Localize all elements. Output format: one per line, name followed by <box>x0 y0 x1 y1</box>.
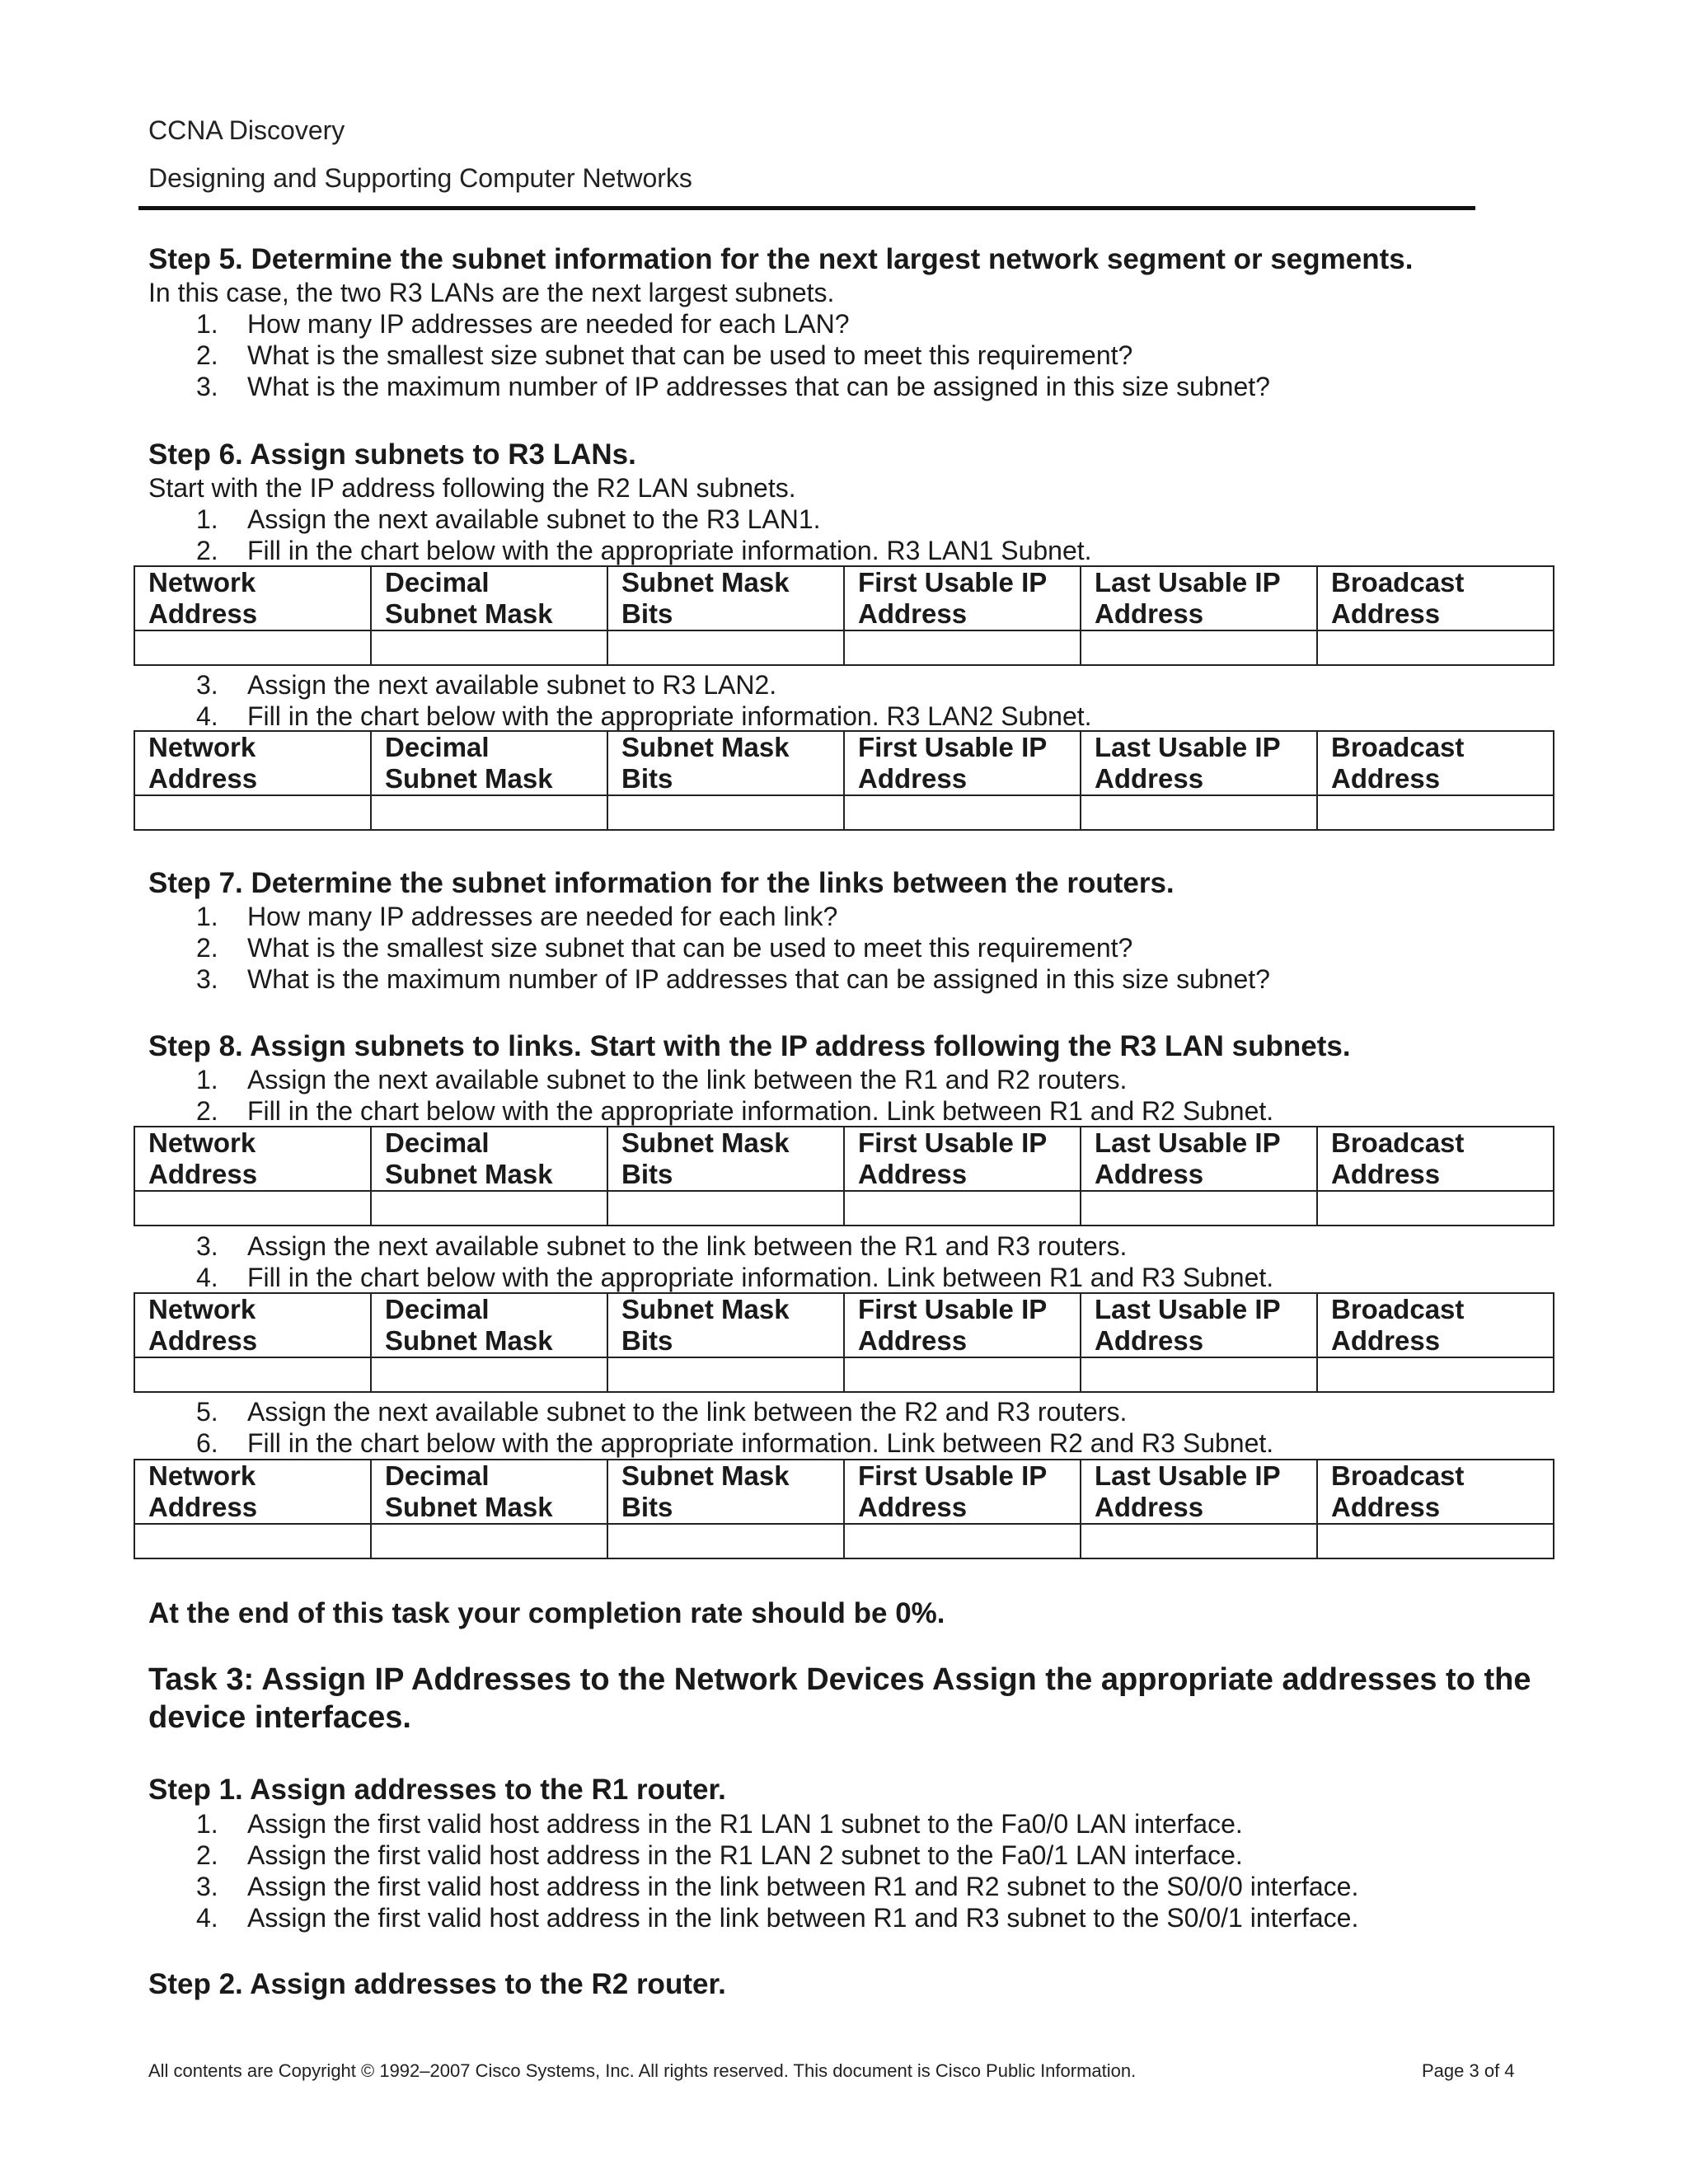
completion-note: At the end of this task your completion rate should be 0%. <box>148 1597 945 1629</box>
table-row <box>134 630 1554 665</box>
cell-network-address[interactable] <box>134 1191 371 1226</box>
item-text: Fill in the chart below with the appropriate information. R3 LAN1 Subnet. <box>247 536 1092 565</box>
table-header-row <box>134 1127 1554 1191</box>
item-number: 4. <box>196 1903 218 1933</box>
cell-subnet-mask-bits[interactable] <box>607 1524 844 1558</box>
item-text: Assign the first valid host address in the link between R1 and R3 subnet to the S0/0/1 interface. <box>247 1903 1359 1933</box>
header-subnet-mask-bits: Subnet Mask Bits <box>607 731 844 795</box>
header-last-usable-ip: Last Usable IP Address <box>1081 566 1317 630</box>
r1-r3-link-subnet-table <box>134 1292 1554 1393</box>
step6-item-4 <box>196 701 1092 732</box>
step8-title: Step 8. Assign subnets to links. Start with the IP address following the R3 LAN subnets. <box>148 1030 1351 1062</box>
item-text: How many IP addresses are needed for each LAN? <box>247 309 850 339</box>
header-course: CCNA Discovery <box>148 115 345 145</box>
item-number: 3. <box>196 670 218 700</box>
table-header-row <box>134 1293 1554 1357</box>
step8-item-1 <box>196 1065 1127 1095</box>
cell-subnet-mask-bits[interactable] <box>607 1357 844 1392</box>
header-broadcast-address: Broadcast Address <box>1317 1460 1554 1524</box>
step7-item-1 <box>196 902 837 932</box>
footer-copyright: All contents are Copyright © 1992–2007 Cisco Systems, Inc. All rights reserved. This document is Cisco Public Information. <box>148 2060 1137 2081</box>
cell-first-usable-ip[interactable] <box>844 1191 1081 1226</box>
header-last-usable-ip: Last Usable IP Address <box>1081 1460 1317 1524</box>
header-subnet-mask-bits: Subnet Mask Bits <box>607 1127 844 1191</box>
header-broadcast-address: Broadcast Address <box>1317 1293 1554 1357</box>
item-text: Fill in the chart below with the appropriate information. R3 LAN2 Subnet. <box>247 701 1092 731</box>
item-text: Fill in the chart below with the appropriate information. Link between R2 and R3 Subnet. <box>247 1428 1274 1458</box>
cell-broadcast-address[interactable] <box>1317 1524 1554 1558</box>
header-last-usable-ip: Last Usable IP Address <box>1081 731 1317 795</box>
item-number: 3. <box>196 1872 218 1901</box>
item-text: How many IP addresses are needed for each link? <box>247 902 838 931</box>
item-text: What is the smallest size subnet that can be used to meet this requirement? <box>247 933 1133 963</box>
task3-title: Task 3: Assign IP Addresses to the Network Devices Assign the appropriate addresses to the device interfaces. <box>148 1662 1531 1735</box>
header-last-usable-ip: Last Usable IP Address <box>1081 1293 1317 1357</box>
item-number: 2. <box>196 1840 218 1870</box>
cell-decimal-subnet-mask[interactable] <box>371 630 607 665</box>
cell-broadcast-address[interactable] <box>1317 795 1554 830</box>
step6-item-1 <box>196 504 821 535</box>
item-number: 3. <box>196 964 218 994</box>
item-text: Assign the next available subnet to the link between the R2 and R3 routers. <box>247 1397 1128 1427</box>
cell-subnet-mask-bits[interactable] <box>607 795 844 830</box>
step5-intro: In this case, the two R3 LANs are the next largest subnets. <box>148 278 835 307</box>
item-number: 1. <box>196 1809 218 1839</box>
step8-item-2 <box>196 1096 1273 1127</box>
cell-network-address[interactable] <box>134 630 371 665</box>
item-number: 1. <box>196 309 218 339</box>
item-text: Assign the next available subnet to the link between the R1 and R3 routers. <box>247 1231 1128 1261</box>
item-text: Fill in the chart below with the appropriate information. Link between R1 and R3 Subnet. <box>247 1263 1274 1292</box>
header-decimal-subnet-mask: Decimal Subnet Mask <box>371 731 607 795</box>
item-number: 1. <box>196 1065 218 1094</box>
cell-subnet-mask-bits[interactable] <box>607 1191 844 1226</box>
header-broadcast-address: Broadcast Address <box>1317 1127 1554 1191</box>
cell-subnet-mask-bits[interactable] <box>607 630 844 665</box>
header-network-address: Network Address <box>134 731 371 795</box>
header-decimal-subnet-mask: Decimal Subnet Mask <box>371 566 607 630</box>
header-first-usable-ip: First Usable IP Address <box>844 1293 1081 1357</box>
cell-decimal-subnet-mask[interactable] <box>371 795 607 830</box>
step5-title: Step 5. Determine the subnet information for the next largest network segment or segments. <box>148 243 1414 275</box>
step8-item-4 <box>196 1263 1273 1293</box>
header-decimal-subnet-mask: Decimal Subnet Mask <box>371 1293 607 1357</box>
header-first-usable-ip: First Usable IP Address <box>844 731 1081 795</box>
item-number: 5. <box>196 1397 218 1427</box>
header-first-usable-ip: First Usable IP Address <box>844 566 1081 630</box>
header-divider <box>138 206 1475 210</box>
r1-r2-link-subnet-table <box>134 1126 1554 1226</box>
cell-broadcast-address[interactable] <box>1317 1357 1554 1392</box>
header-subnet-mask-bits: Subnet Mask Bits <box>607 566 844 630</box>
cell-last-usable-ip[interactable] <box>1081 795 1317 830</box>
item-number: 1. <box>196 504 218 534</box>
r2-r3-link-subnet-table <box>134 1459 1554 1559</box>
header-network-address: Network Address <box>134 1293 371 1357</box>
step6-title: Step 6. Assign subnets to R3 LANs. <box>148 438 636 471</box>
item-number: 1. <box>196 902 218 931</box>
cell-first-usable-ip[interactable] <box>844 630 1081 665</box>
step8-item-3 <box>196 1231 1127 1262</box>
header-broadcast-address: Broadcast Address <box>1317 566 1554 630</box>
item-text: Assign the first valid host address in the R1 LAN 2 subnet to the Fa0/1 LAN interface. <box>247 1840 1243 1870</box>
table-row <box>134 1191 1554 1226</box>
cell-decimal-subnet-mask[interactable] <box>371 1524 607 1558</box>
r3-lan2-subnet-table <box>134 730 1554 831</box>
task3-step1-item-4 <box>196 1903 1358 1933</box>
item-text: Assign the next available subnet to R3 LAN2. <box>247 670 777 700</box>
step7-item-2 <box>196 933 1132 963</box>
footer-page-number: Page 3 of 4 <box>1422 2060 1515 2081</box>
step7-title: Step 7. Determine the subnet information for the links between the routers. <box>148 867 1175 899</box>
item-number: 3. <box>196 372 218 401</box>
task3-step1-item-1 <box>196 1809 1243 1840</box>
header-network-address: Network Address <box>134 1460 371 1524</box>
task3-step1-item-3 <box>196 1872 1358 1902</box>
item-number: 2. <box>196 340 218 370</box>
cell-decimal-subnet-mask[interactable] <box>371 1191 607 1226</box>
item-text: What is the maximum number of IP addresses that can be assigned in this size subnet? <box>247 964 1270 994</box>
cell-last-usable-ip[interactable] <box>1081 1191 1317 1226</box>
item-number: 4. <box>196 701 218 731</box>
task3-step1-item-2 <box>196 1840 1243 1871</box>
step6-item-3 <box>196 670 776 701</box>
cell-decimal-subnet-mask[interactable] <box>371 1357 607 1392</box>
header-decimal-subnet-mask: Decimal Subnet Mask <box>371 1460 607 1524</box>
header-subnet-mask-bits: Subnet Mask Bits <box>607 1460 844 1524</box>
item-text: Assign the next available subnet to the R3 LAN1. <box>247 504 821 534</box>
cell-first-usable-ip[interactable] <box>844 1357 1081 1392</box>
header-decimal-subnet-mask: Decimal Subnet Mask <box>371 1127 607 1191</box>
item-number: 2. <box>196 536 218 565</box>
table-row <box>134 1524 1554 1558</box>
item-number: 3. <box>196 1231 218 1261</box>
cell-first-usable-ip[interactable] <box>844 795 1081 830</box>
item-text: Assign the first valid host address in the link between R1 and R2 subnet to the S0/0/0 interface. <box>247 1872 1359 1901</box>
item-text: Fill in the chart below with the appropriate information. Link between R1 and R2 Subnet. <box>247 1096 1274 1126</box>
item-number: 2. <box>196 1096 218 1126</box>
item-number: 2. <box>196 933 218 963</box>
cell-network-address[interactable] <box>134 1357 371 1392</box>
table-header-row <box>134 1460 1554 1524</box>
header-last-usable-ip: Last Usable IP Address <box>1081 1127 1317 1191</box>
table-row <box>134 1357 1554 1392</box>
header-subtitle: Designing and Supporting Computer Networks <box>148 163 692 193</box>
item-number: 6. <box>196 1428 218 1458</box>
header-first-usable-ip: First Usable IP Address <box>844 1460 1081 1524</box>
header-subnet-mask-bits: Subnet Mask Bits <box>607 1293 844 1357</box>
step5-item-1 <box>196 309 850 340</box>
header-broadcast-address: Broadcast Address <box>1317 731 1554 795</box>
task3-step2-title: Step 2. Assign addresses to the R2 router. <box>148 1968 726 2000</box>
cell-last-usable-ip[interactable] <box>1081 1357 1317 1392</box>
step8-item-5 <box>196 1397 1127 1427</box>
table-header-row <box>134 731 1554 795</box>
table-header-row <box>134 566 1554 630</box>
cell-last-usable-ip[interactable] <box>1081 630 1317 665</box>
item-text: What is the maximum number of IP addresses that can be assigned in this size subnet? <box>247 372 1270 401</box>
step6-item-2 <box>196 536 1092 566</box>
task3-step1-title: Step 1. Assign addresses to the R1 router. <box>148 1774 726 1806</box>
step5-item-3 <box>196 372 1270 402</box>
header-first-usable-ip: First Usable IP Address <box>844 1127 1081 1191</box>
step5-item-2 <box>196 340 1132 371</box>
step6-intro: Start with the IP address following the R2 LAN subnets. <box>148 473 796 503</box>
item-number: 4. <box>196 1263 218 1292</box>
item-text: What is the smallest size subnet that can be used to meet this requirement? <box>247 340 1133 370</box>
cell-network-address[interactable] <box>134 795 371 830</box>
cell-network-address[interactable] <box>134 1524 371 1558</box>
cell-broadcast-address[interactable] <box>1317 1191 1554 1226</box>
step7-item-3 <box>196 964 1270 995</box>
item-text: Assign the next available subnet to the link between the R1 and R2 routers. <box>247 1065 1128 1094</box>
cell-last-usable-ip[interactable] <box>1081 1524 1317 1558</box>
header-network-address: Network Address <box>134 1127 371 1191</box>
table-row <box>134 795 1554 830</box>
header-network-address: Network Address <box>134 566 371 630</box>
step8-item-6 <box>196 1428 1273 1459</box>
cell-broadcast-address[interactable] <box>1317 630 1554 665</box>
item-text: Assign the first valid host address in the R1 LAN 1 subnet to the Fa0/0 LAN interface. <box>247 1809 1243 1839</box>
cell-first-usable-ip[interactable] <box>844 1524 1081 1558</box>
r3-lan1-subnet-table <box>134 565 1554 666</box>
